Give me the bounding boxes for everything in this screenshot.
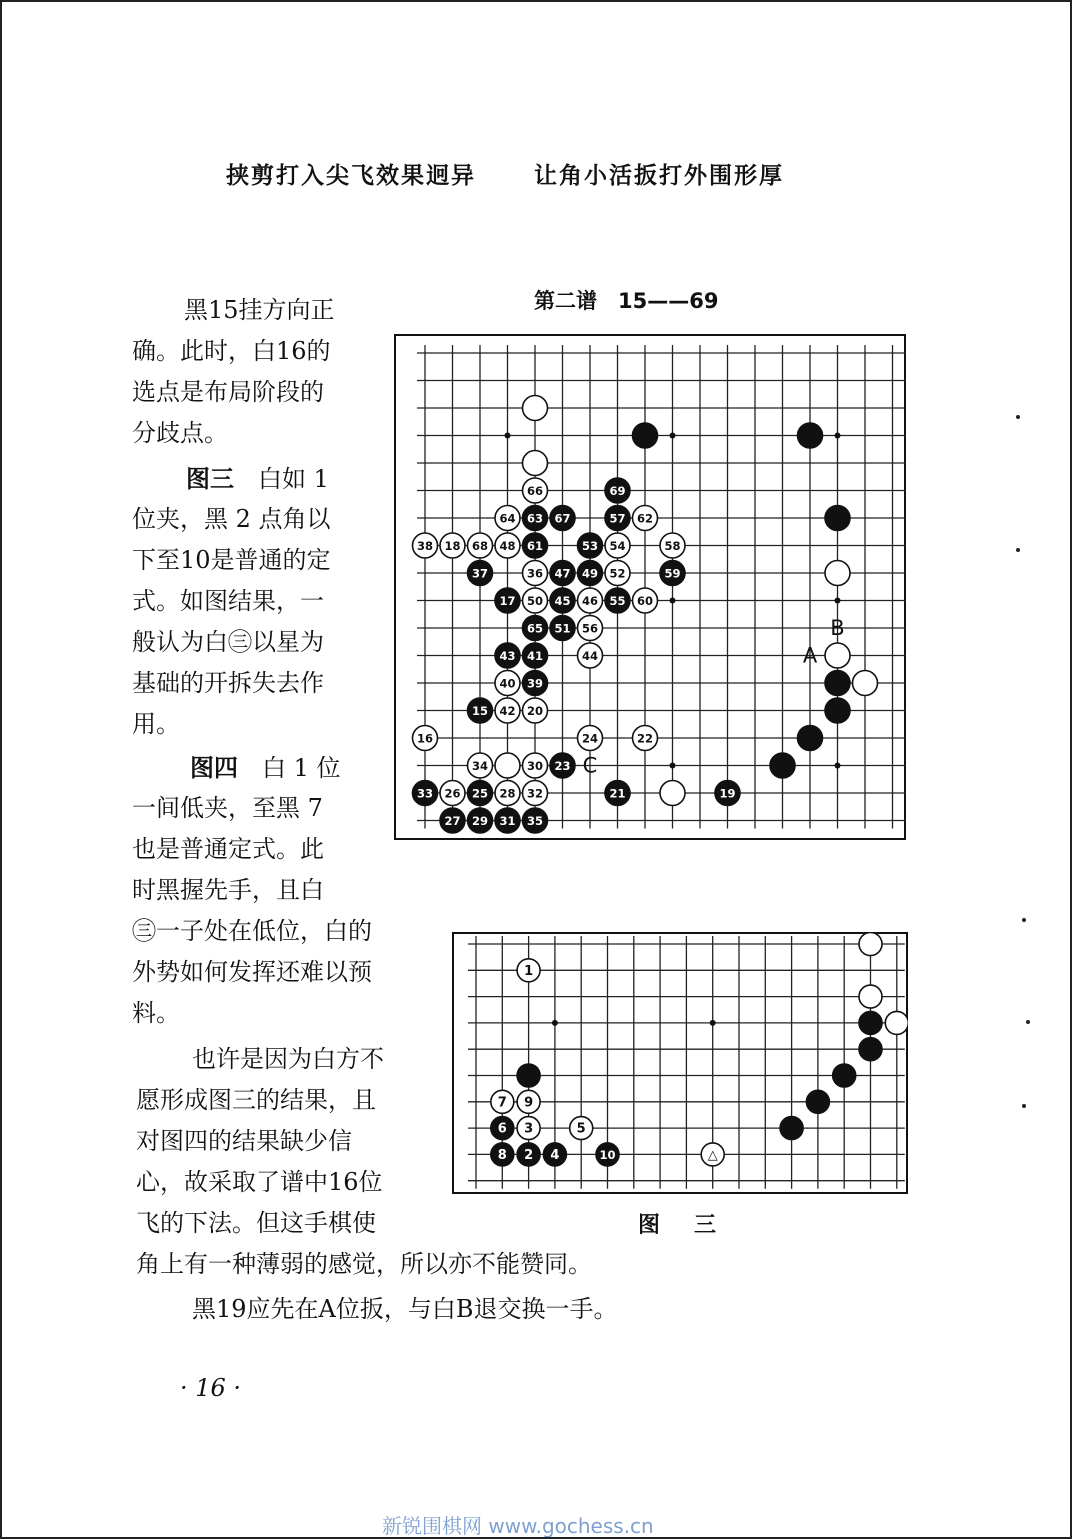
white-stone [859,933,882,956]
text-line: 时黑握先手，且白 [132,876,324,904]
move-number: 44 [581,649,599,663]
point-label: C [582,753,598,778]
move-number: 17 [499,594,516,608]
text-line: 式。如图结果，一 [132,587,324,615]
text-line: 黑15挂方向正 [184,296,335,324]
move-number: 30 [526,759,544,773]
black-stone [633,423,658,448]
move-number: 4 [550,1147,560,1163]
text-line: 也是普通定式。此 [132,835,324,863]
white-stone [825,643,850,668]
black-stone [825,671,850,696]
move-number: 58 [664,539,681,553]
text-line: 角上有一种薄弱的感觉，所以亦不能赞同。 [136,1250,592,1278]
point-label: B [830,616,845,640]
text-line: 愿形成图三的结果，且 [136,1086,376,1114]
paragraph-2 [132,458,331,745]
move-number: 9 [524,1095,534,1111]
move-number: 41 [526,649,544,663]
black-stone [770,753,795,778]
move-number: 65 [526,621,544,636]
move-number: 61 [526,539,544,553]
watermark: 新锐围棋网 www.gochess.cn [382,1514,654,1538]
diagram-title: 第二谱 15——69 [534,289,719,313]
black-stone [780,1117,803,1140]
black-stone [798,423,823,448]
move-number: 18 [444,539,461,553]
move-number: 59 [664,566,681,581]
text-line: 选点是布局阶段的 [132,378,324,406]
white-stone [885,1011,908,1034]
move-number: 69 [609,484,626,498]
move-number: 20 [526,704,544,718]
move-number: 56 [581,621,599,636]
black-stone [833,1064,856,1087]
move-number: 66 [526,484,544,498]
title-right: 让角小活扳打外围形厚 [534,163,784,189]
text-line: 料。 [132,999,180,1027]
paragraph-3 [132,747,372,1034]
speck [1022,1104,1026,1108]
star-point [835,763,841,769]
move-number: 43 [499,649,516,663]
move-number: 64 [499,511,516,526]
move-number: 60 [636,594,654,608]
move-number: 34 [471,759,489,773]
text-line: 白如 1 [234,465,329,493]
text-line: 用。 [132,710,180,738]
move-number: 49 [581,566,599,581]
white-stone [495,753,520,778]
black-stone [859,1038,882,1061]
move-number: 26 [444,786,461,801]
point-label: A [802,643,818,668]
move-number: 52 [609,566,626,581]
star-point [552,1020,558,1026]
white-stone [825,561,850,586]
move-number: 15 [471,704,489,718]
move-number: 33 [416,786,434,801]
move-number: 55 [609,594,626,608]
star-point [505,433,511,439]
move-number: △ [707,1147,718,1163]
move-number: 27 [444,814,461,828]
go-board-main [394,334,906,840]
move-number: 36 [526,566,544,581]
move-number: 7 [497,1095,507,1111]
move-number: 5 [576,1121,586,1137]
text-line: ㊂一子处在低位，白的 [132,917,372,945]
move-number: 63 [526,511,544,526]
text-line: 一间低夹，至黑 7 [132,794,323,822]
move-number: 46 [581,594,599,608]
move-number: 47 [554,566,571,581]
move-number: 38 [416,539,434,553]
black-stone [825,698,850,723]
paragraph-5: 黑19应先在A位扳，与白B退交换一手。 [192,1295,618,1323]
move-number: 57 [609,511,626,526]
speck [1026,1020,1030,1024]
move-number: 51 [554,621,571,636]
move-number: 54 [609,539,626,553]
fig3-label: 图三 [186,464,234,493]
move-number: 2 [524,1147,534,1163]
move-number: 35 [526,814,544,828]
move-number: 39 [526,676,544,691]
move-number: 10 [599,1147,616,1162]
black-stone [825,506,850,531]
move-number: 8 [497,1147,507,1163]
white-stone [660,781,685,806]
move-number: 29 [471,814,489,828]
speck [1016,415,1020,419]
star-point [835,598,841,604]
text-line: 般认为白㊂以星为 [132,628,324,656]
figure-caption: 图三 [638,1213,751,1238]
black-stone [806,1090,829,1113]
move-number: 40 [499,676,516,691]
move-number: 23 [554,759,571,773]
paragraph-1 [132,290,335,454]
move-number: 25 [471,786,489,801]
text-line: 分歧点。 [132,419,228,447]
move-number: 3 [524,1121,534,1137]
black-stone [859,1011,882,1034]
text-line: 心，故采取了谱中16位 [136,1168,383,1196]
text-line: 基础的开拆失去作 [132,669,324,697]
speck [1016,548,1020,552]
text-line: 白 1 位 [238,754,341,782]
paragraph-4 [136,1039,592,1285]
move-number: 24 [581,731,599,746]
title-left: 挟剪打入尖飞效果迥异 [226,163,476,189]
white-stone [859,985,882,1008]
white-stone [853,671,878,696]
star-point [670,598,676,604]
page-number: · 16 · [180,1374,242,1402]
move-number: 1 [524,963,534,979]
star-point [710,1020,716,1026]
text-line: 确。此时，白16的 [132,337,331,365]
move-number: 6 [497,1121,507,1137]
speck [1022,918,1026,922]
move-number: 21 [609,786,626,801]
text-line: 对图四的结果缺少信 [136,1127,352,1155]
text-line: 也许是因为白方不 [192,1045,384,1073]
white-stone [523,451,548,476]
move-number: 28 [499,786,516,801]
text-line: 位夹，黑 2 点角以 [132,505,331,533]
text-line: 飞的下法。但这手棋使 [136,1209,376,1237]
move-number: 68 [471,539,489,553]
move-number: 45 [554,594,571,608]
move-number: 19 [719,786,736,801]
star-point [670,763,676,769]
move-number: 67 [554,511,571,526]
star-point [670,433,676,439]
move-number: 42 [499,704,516,718]
move-number: 37 [471,566,489,581]
move-number: 32 [526,786,544,801]
move-number: 53 [581,539,599,553]
text-line: 外势如何发挥还难以预 [132,958,372,986]
move-number: 50 [526,594,544,608]
black-stone [798,726,823,751]
white-stone [523,396,548,421]
move-number: 48 [499,539,516,553]
fig4-label: 图四 [190,753,238,782]
star-point [835,433,841,439]
text-line: 下至10是普通的定 [132,546,331,574]
move-number: 22 [636,731,654,746]
move-number: 31 [499,814,516,828]
move-number: 62 [636,511,654,526]
move-number: 16 [416,731,434,746]
